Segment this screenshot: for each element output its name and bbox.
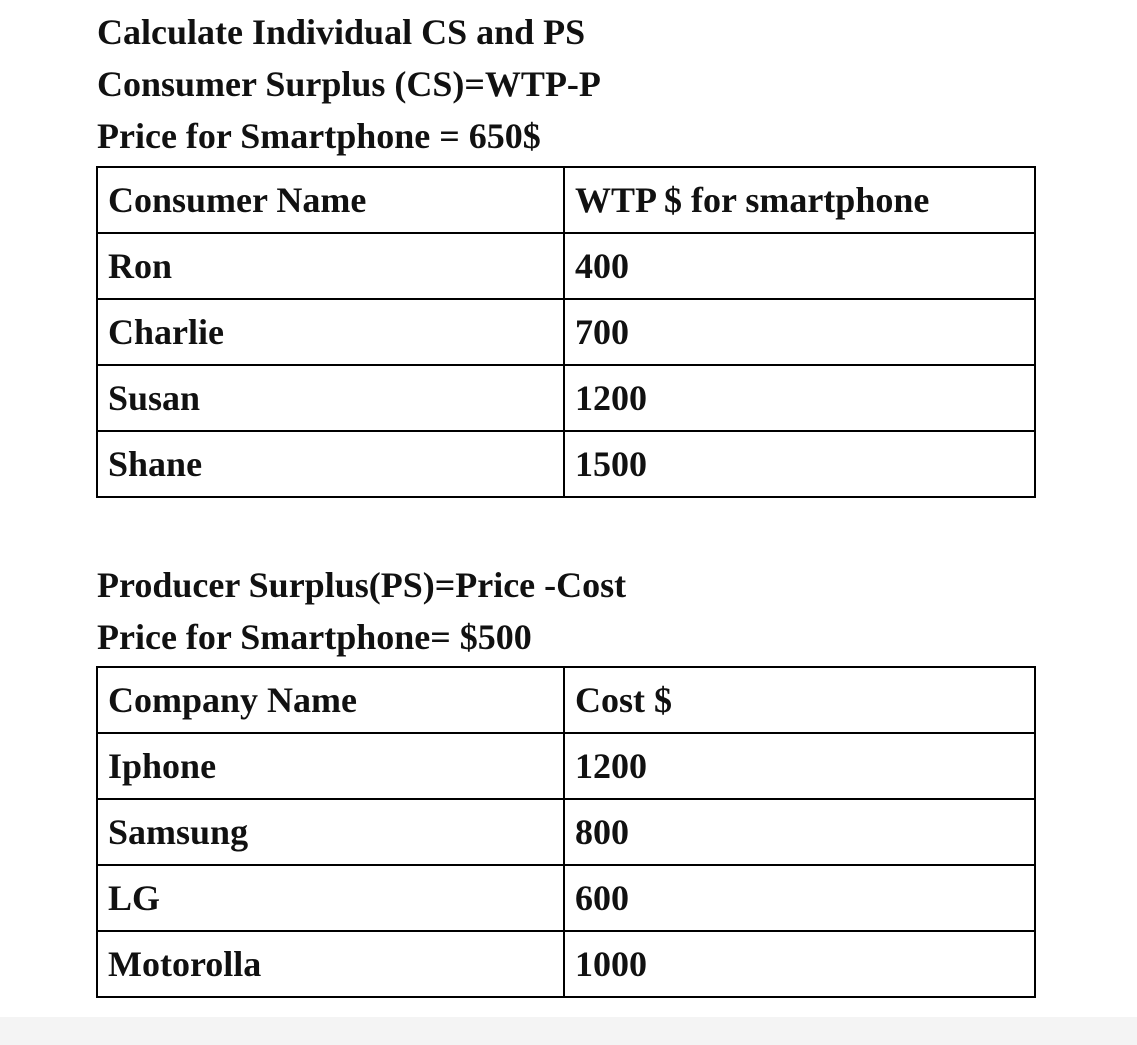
page-bottom-band bbox=[0, 1017, 1137, 1045]
producer-table bbox=[96, 666, 1036, 998]
producer-surplus-formula: Producer Surplus(PS)=Price -Cost bbox=[97, 565, 627, 605]
producer-price-line: Price for Smartphone= $500 bbox=[97, 617, 532, 657]
table-header-row bbox=[97, 667, 1035, 733]
table-header-row bbox=[97, 167, 1035, 233]
consumer-name-cell: Susan bbox=[97, 365, 564, 431]
table-row bbox=[97, 931, 1035, 997]
cost-cell: 600 bbox=[564, 865, 1035, 931]
column-header: Company Name bbox=[97, 667, 564, 733]
column-header: Cost $ bbox=[564, 667, 1035, 733]
table-row bbox=[97, 299, 1035, 365]
column-header: WTP $ for smartphone bbox=[564, 167, 1035, 233]
table-row bbox=[97, 233, 1035, 299]
company-name-cell: Motorolla bbox=[97, 931, 564, 997]
cost-cell: 1200 bbox=[564, 733, 1035, 799]
consumer-name-cell: Charlie bbox=[97, 299, 564, 365]
consumer-table bbox=[96, 166, 1036, 498]
company-name-cell: Iphone bbox=[97, 733, 564, 799]
company-name-cell: Samsung bbox=[97, 799, 564, 865]
consumer-price-line: Price for Smartphone = 650$ bbox=[97, 116, 541, 156]
table-row bbox=[97, 865, 1035, 931]
column-header: Consumer Name bbox=[97, 167, 564, 233]
table-row bbox=[97, 733, 1035, 799]
consumer-surplus-formula: Consumer Surplus (CS)=WTP-P bbox=[97, 64, 601, 104]
consumer-name-cell: Ron bbox=[97, 233, 564, 299]
wtp-cell: 1200 bbox=[564, 365, 1035, 431]
wtp-cell: 400 bbox=[564, 233, 1035, 299]
cost-cell: 800 bbox=[564, 799, 1035, 865]
consumer-name-cell: Shane bbox=[97, 431, 564, 497]
table-row bbox=[97, 365, 1035, 431]
company-name-cell: LG bbox=[97, 865, 564, 931]
heading: Calculate Individual CS and PS bbox=[97, 12, 586, 52]
wtp-cell: 1500 bbox=[564, 431, 1035, 497]
table-row bbox=[97, 431, 1035, 497]
cost-cell: 1000 bbox=[564, 931, 1035, 997]
wtp-cell: 700 bbox=[564, 299, 1035, 365]
table-row bbox=[97, 799, 1035, 865]
